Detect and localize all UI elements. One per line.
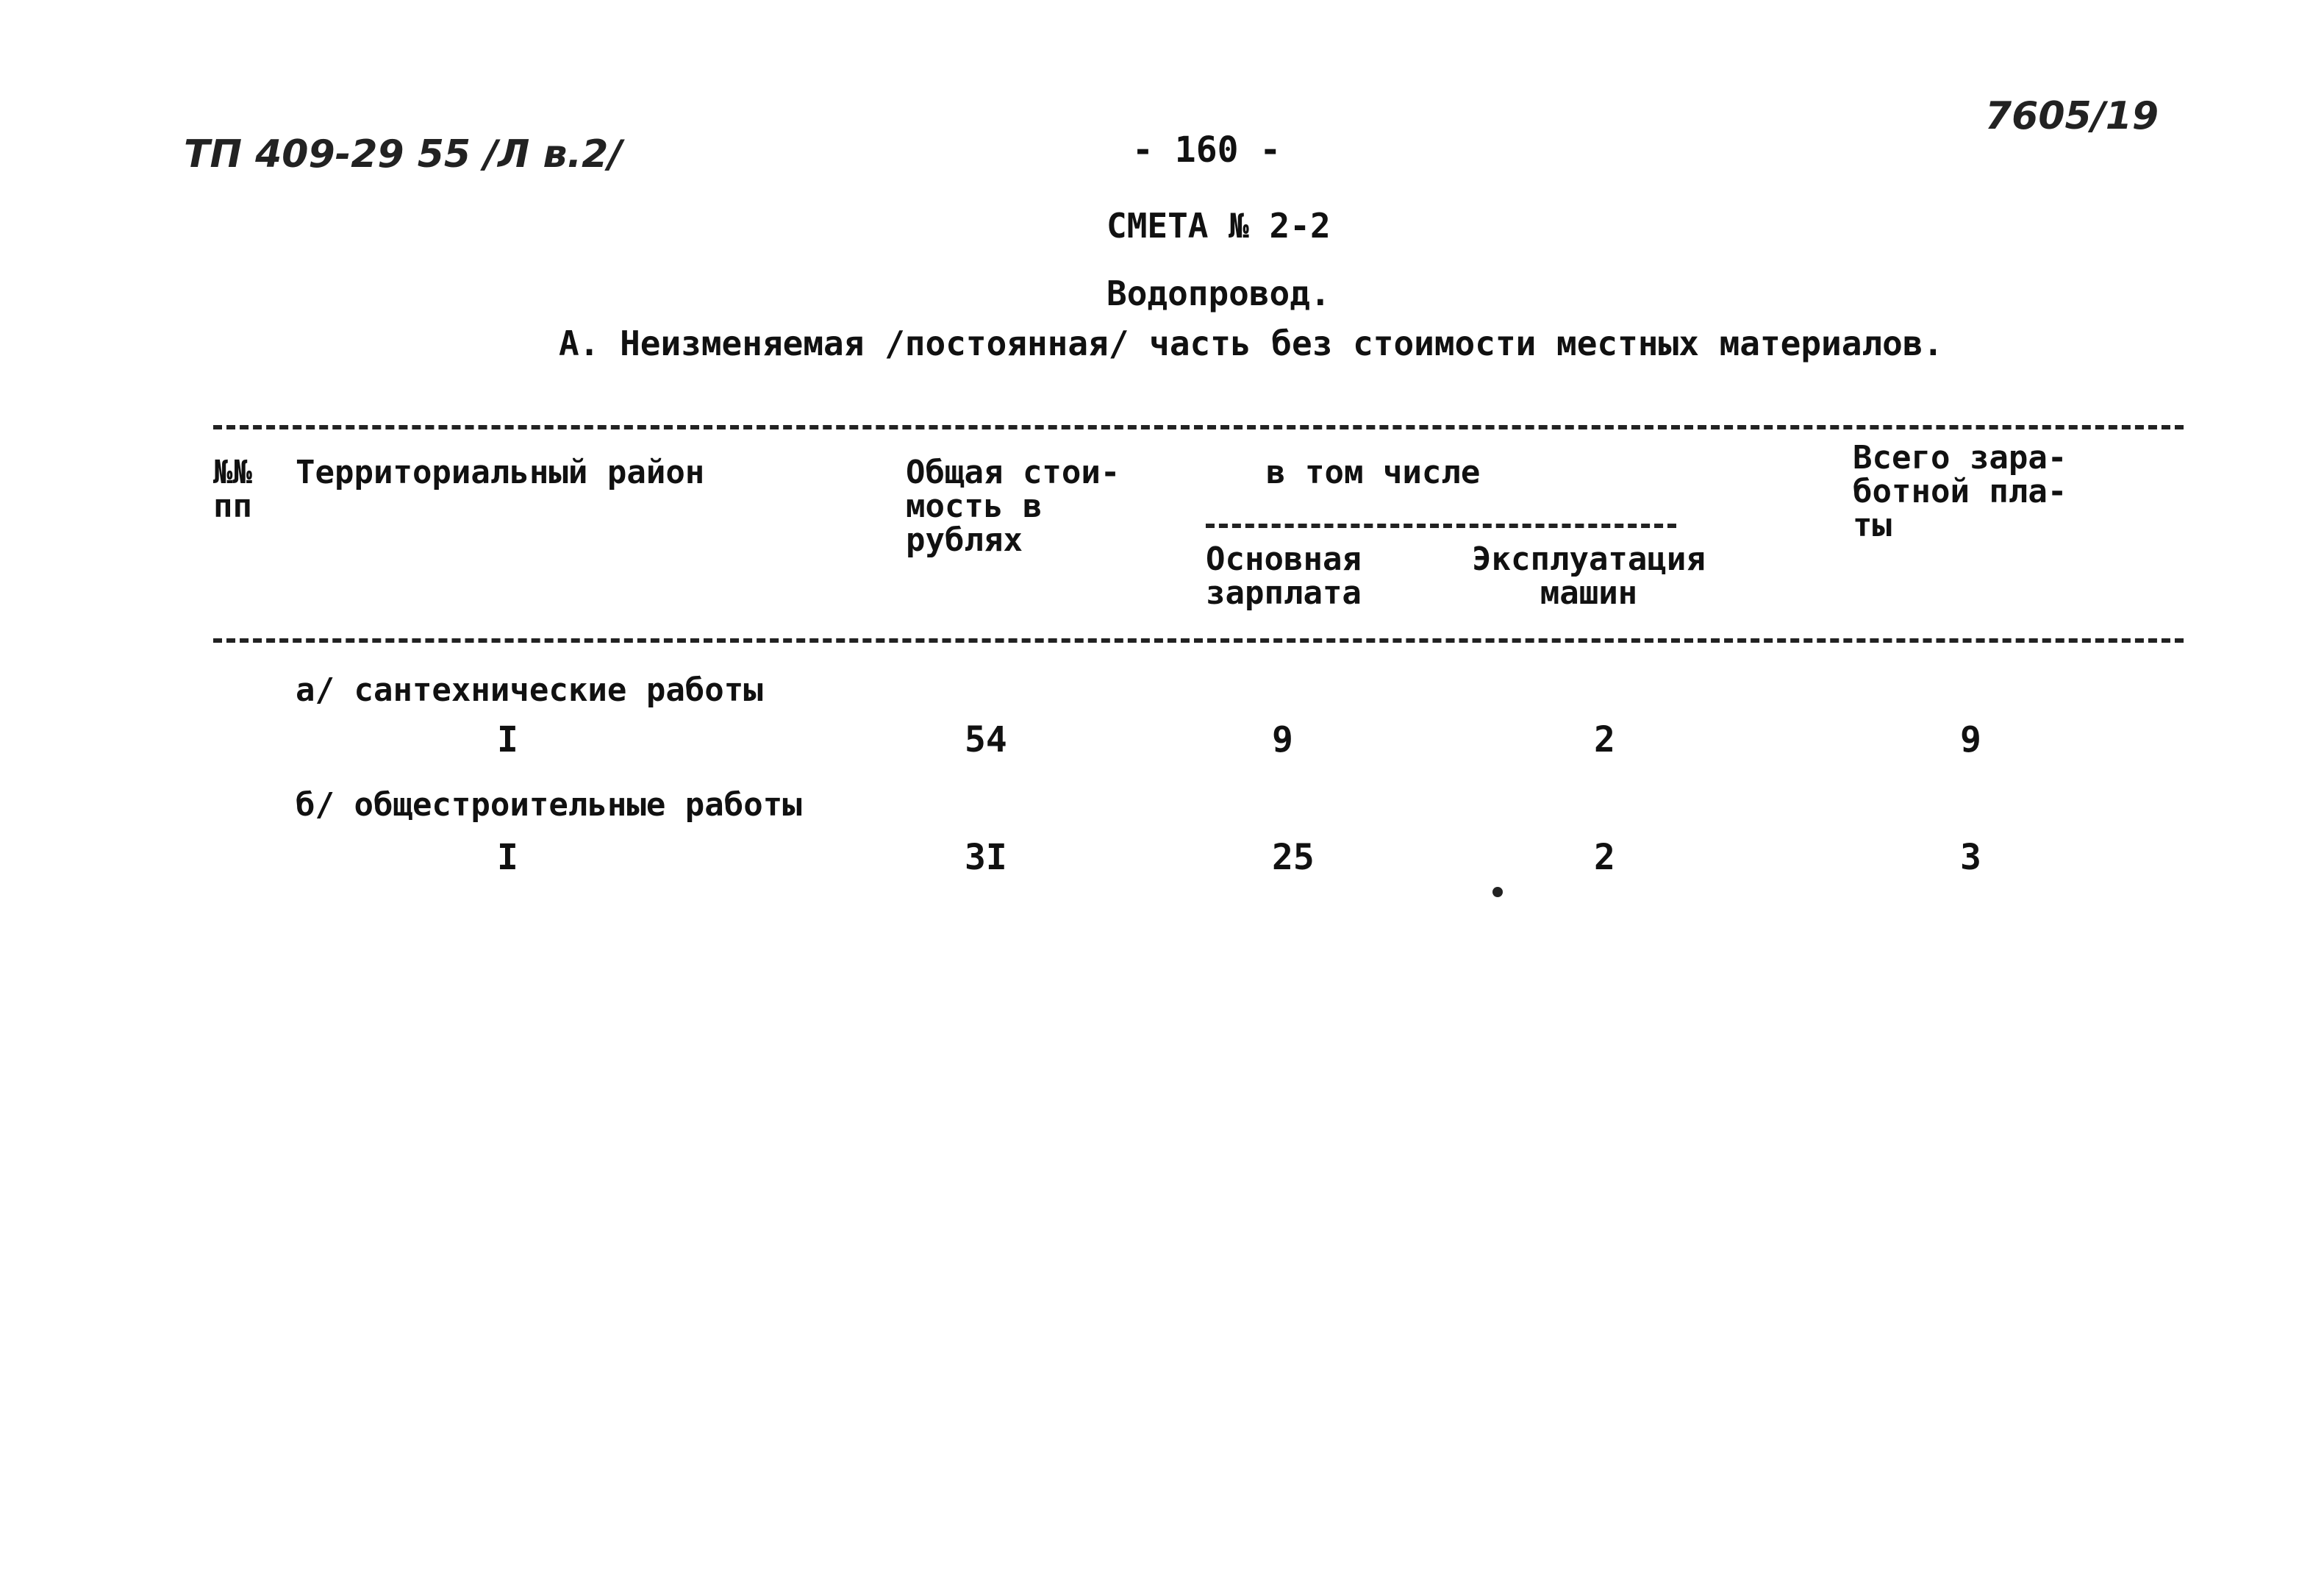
cell-total-wage: 3 (1960, 837, 1981, 878)
cell-base-wage: 25 (1272, 837, 1315, 878)
estimate-subtitle: Водопровод. (1106, 274, 1331, 313)
group-label-general-construction: б/ общестроительные работы (296, 786, 802, 824)
cell-region: I (497, 837, 518, 878)
header-including: в том числе (1266, 454, 1481, 491)
cell-total-cost: 54 (965, 719, 1007, 760)
cell-total-wage: 9 (1960, 719, 1981, 760)
estimate-title: СМЕТА № 2-2 (1106, 206, 1331, 246)
header-region: Территориальный район (296, 454, 705, 491)
header-machine-operation: Эксплуатация машин (1472, 541, 1706, 612)
header-base-wage: Основная зарплата (1206, 541, 1362, 612)
cell-total-cost: 3I (965, 837, 1007, 878)
cell-machine-operation: 2 (1594, 719, 1615, 760)
archive-number: 7605/19 (1985, 94, 2159, 138)
ink-dot (1492, 887, 1503, 897)
table-top-rule (213, 425, 2184, 429)
page-number: - 160 - (1132, 129, 1281, 171)
header-total-cost: Общая стои- мость в рублях (906, 454, 1120, 559)
section-heading: А. Неизменяемая /постоянная/ часть без стоимости местных материалов. (559, 324, 1944, 363)
cell-base-wage: 9 (1272, 719, 1293, 760)
document-code: ТП 409-29 55 /Л в.2/ (184, 132, 623, 176)
cell-machine-operation: 2 (1594, 837, 1615, 878)
header-total-wage: Всего зара- ботной пла- ты (1853, 439, 2067, 544)
table-header-rule (213, 638, 2184, 643)
group-label-sanitary: а/ сантехнические работы (296, 671, 763, 709)
cell-region: I (497, 719, 518, 760)
header-including-rule (1206, 524, 1676, 528)
header-number: №№ пп (213, 454, 252, 525)
